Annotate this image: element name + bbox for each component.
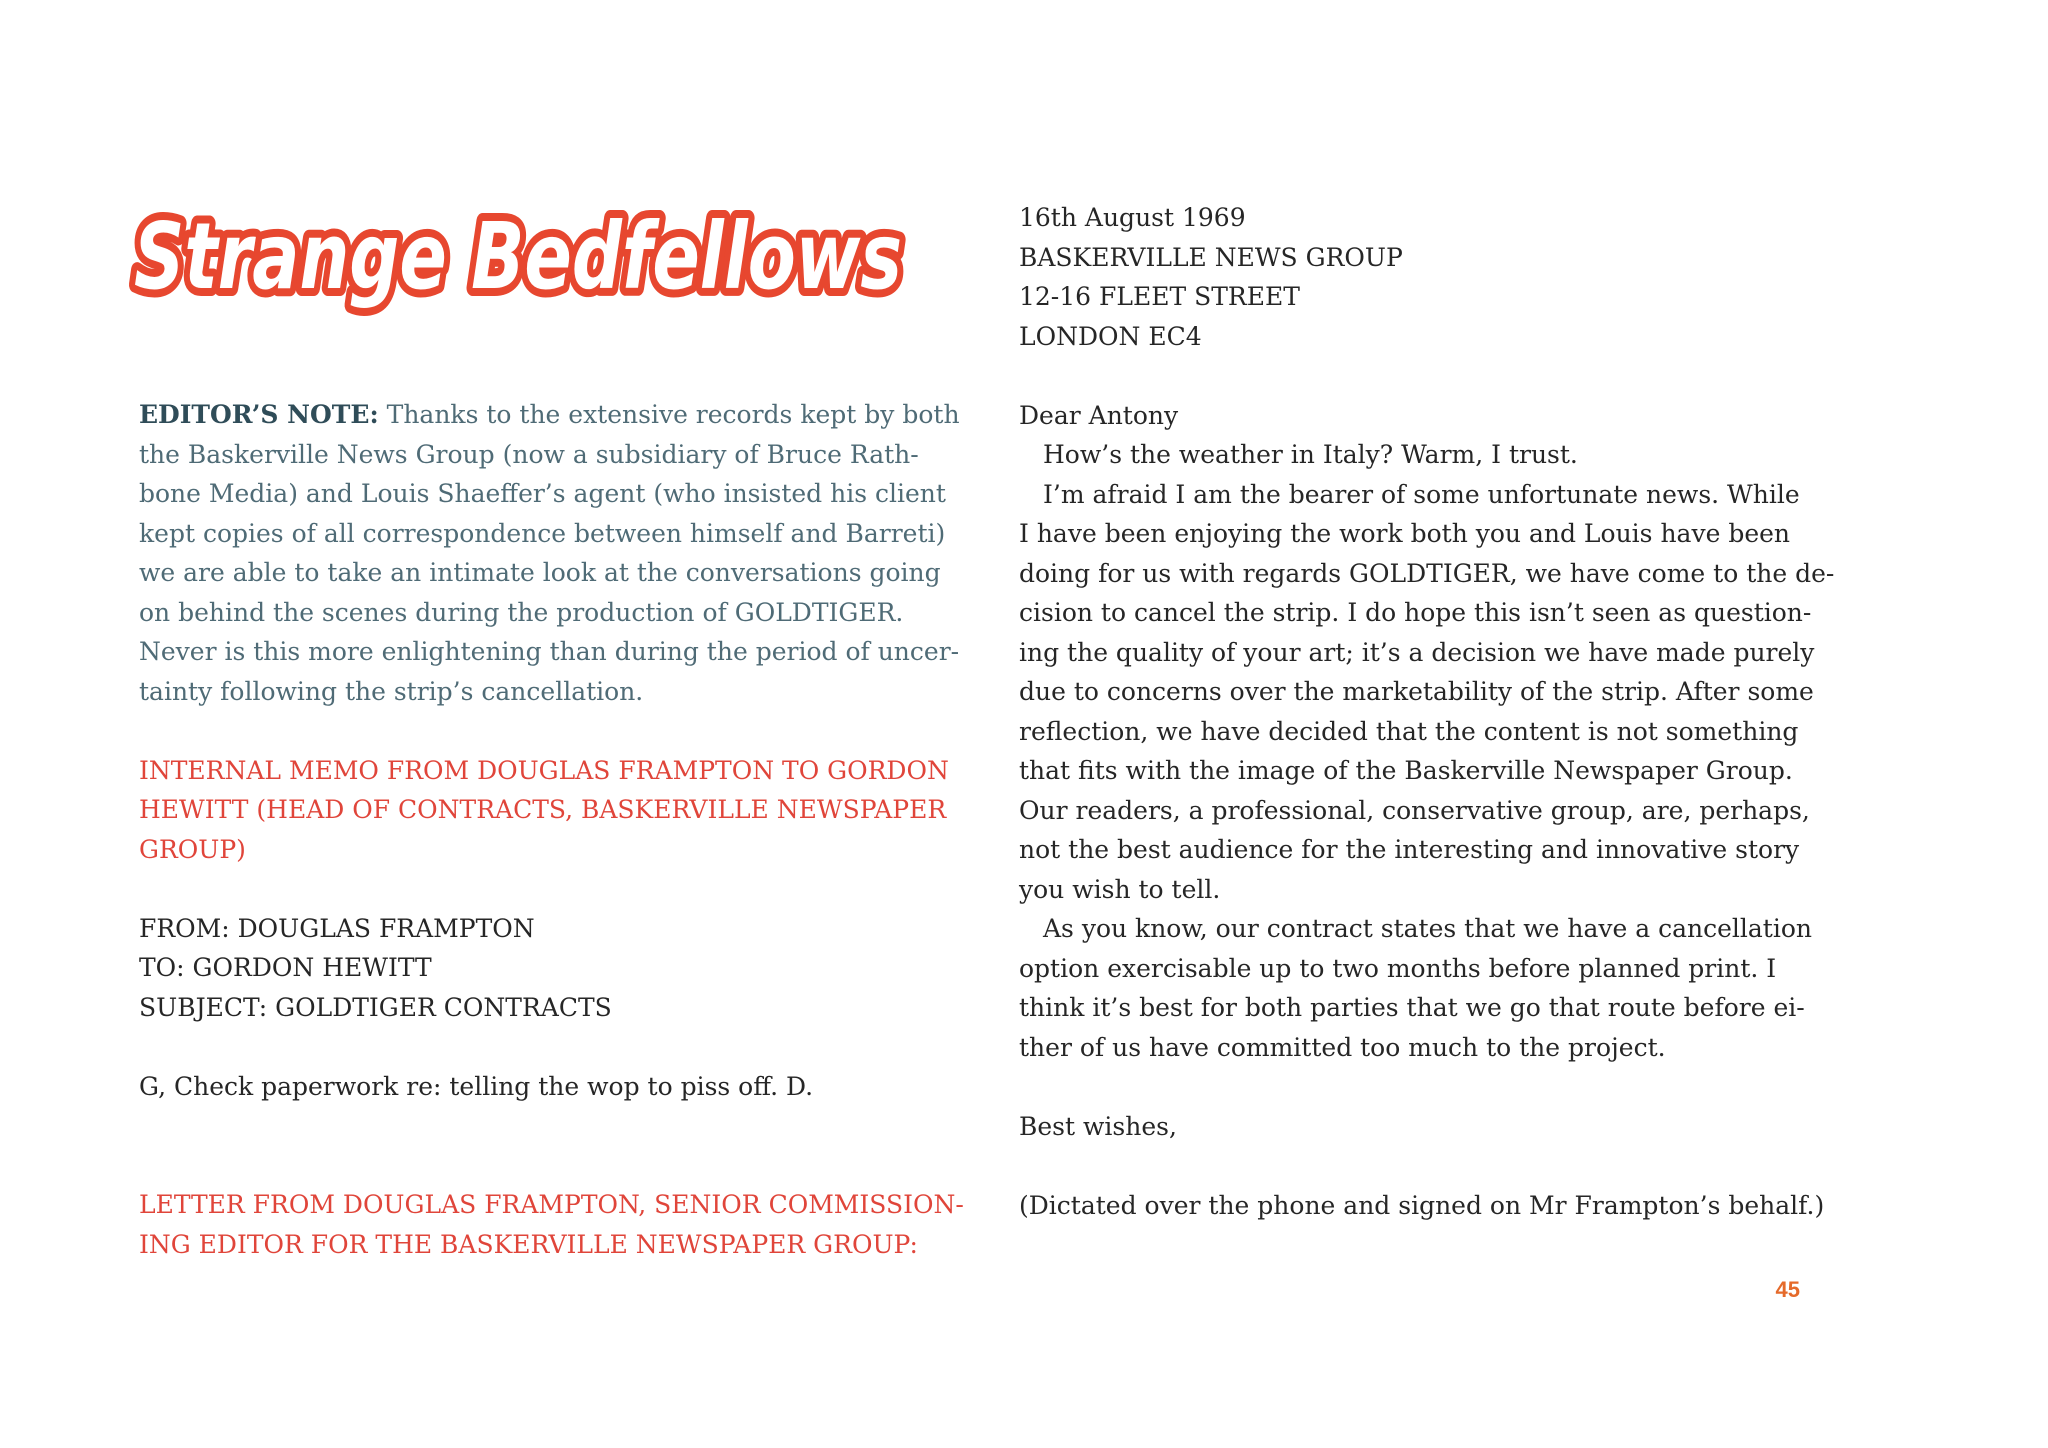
letter-line: I’m afraid I am the bearer of some unfortunate news. While (1043, 479, 1800, 509)
editors-note-line: kept copies of all correspondence between himself and Barreti) (139, 518, 946, 548)
editors-note-line: tainty following the strip’s cancellation. (139, 676, 644, 706)
page-title-text: Strange Bedfellows (134, 203, 902, 310)
letter-heading-line: ING EDITOR FOR THE BASKERVILLE NEWSPAPER GROUP: (139, 1229, 918, 1259)
editors-note-line: bone Media) and Louis Shaeffer’s agent (who insisted his client (139, 479, 946, 508)
letter-line: option exercisable up to two months before planned print. I (1019, 953, 1777, 983)
memo-subject: SUBJECT: GOLDTIGER CONTRACTS (139, 992, 612, 1022)
address-line: 12-16 FLEET STREET (1019, 282, 1300, 311)
memo-to: TO: GORDON HEWITT (139, 953, 432, 982)
spacer (139, 1106, 939, 1185)
editors-note (139, 395, 960, 711)
editors-note-line: the Baskerville News Group (now a subsidiary of Bruce Rath- (139, 439, 919, 469)
letter-line: I have been enjoying the work both you and Louis have been (1019, 519, 1791, 548)
editors-note-label: EDITOR’S NOTE: (139, 400, 379, 429)
letter-line: think it’s best for both parties that we go that route before ei- (1019, 993, 1805, 1022)
letter-line: ing the quality of your art; it’s a decision we have made purely (1019, 637, 1815, 667)
spacer (1019, 1146, 1819, 1186)
memo-heading-line: GROUP) (139, 834, 246, 864)
memo-from: FROM: DOUGLAS FRAMPTON (139, 913, 535, 943)
spacer (139, 869, 939, 909)
editors-note-line: EDITOR’S NOTE: Thanks to the extensive records kept by both (139, 400, 960, 429)
memo-body: G, Check paperwork re: telling the wop to piss off. D. (139, 1071, 814, 1101)
editors-note-line: we are able to take an intimate look at the conversations going (139, 558, 941, 587)
letter-line: not the best audience for the interesting and innovative story (1019, 835, 1800, 864)
letter-heading (139, 1185, 964, 1264)
letter-line: due to concerns over the marketability of the strip. After some (1019, 677, 1814, 706)
letter-line: ther of us have committed too much to the project. (1019, 1032, 1666, 1062)
letter-closing: Best wishes, (1019, 1111, 1177, 1141)
letter-paragraph (1019, 475, 1835, 910)
letter-line: you wish to tell. (1019, 874, 1221, 904)
letter-line: Our readers, a professional, conservative group, are, perhaps, (1019, 795, 1810, 825)
left-column (139, 395, 964, 1264)
editors-note-line: on behind the scenes during the production of GOLDTIGER. (139, 597, 904, 627)
address-line: BASKERVILLE NEWS GROUP (1019, 242, 1403, 272)
page-title (128, 188, 918, 338)
memo-header (139, 909, 939, 1028)
right-column (1019, 198, 1835, 1225)
letter-address (1019, 238, 1819, 357)
spacer (139, 1027, 939, 1067)
letter-line: cision to cancel the strip. I do hope this isn’t seen as question- (1019, 598, 1812, 627)
memo-heading-line: INTERNAL MEMO FROM DOUGLAS FRAMPTON TO GORDON (139, 755, 949, 785)
letter-line: doing for us with regards GOLDTIGER, we have come to the de- (1019, 558, 1835, 588)
letter-line: that fits with the image of the Baskerville Newspaper Group. (1019, 756, 1793, 785)
letter-heading-line: LETTER FROM DOUGLAS FRAMPTON, SENIOR COMMISSION- (139, 1190, 964, 1219)
letter-paragraph (1019, 909, 1819, 1067)
spacer (1019, 356, 1819, 396)
letter-line: reflection, we have decided that the content is not something (1019, 716, 1799, 746)
letter-paragraph (1019, 435, 1819, 475)
page-title-artwork (128, 188, 918, 338)
memo-heading-line: HEWITT (HEAD OF CONTRACTS, BASKERVILLE NEWSPAPER (139, 795, 947, 824)
address-line: LONDON EC4 (1019, 321, 1202, 351)
page-number: 45 (1775, 1277, 1800, 1302)
spacer (139, 711, 939, 751)
letter-line: As you know, our contract states that we have a cancellation (1043, 914, 1812, 943)
spacer (1019, 1067, 1819, 1107)
letter-line: How’s the weather in Italy? Warm, I trust. (1043, 440, 1578, 469)
memo-heading (139, 751, 949, 870)
letter-date: 16th August 1969 (1019, 203, 1246, 232)
letter-signature-note: (Dictated over the phone and signed on Mr Frampton’s behalf.) (1019, 1190, 1825, 1220)
editors-note-line: Never is this more enlightening than during the period of uncer- (139, 637, 960, 666)
letter-salutation: Dear Antony (1019, 400, 1179, 430)
